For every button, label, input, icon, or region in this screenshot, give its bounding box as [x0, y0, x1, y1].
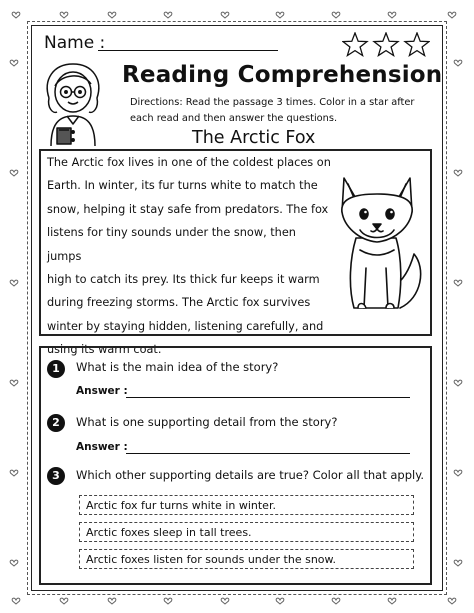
answer-label: Answer : — [76, 441, 128, 453]
answer-label: Answer : — [76, 385, 128, 397]
name-label: Name : — [44, 33, 106, 53]
question-number: 3 — [47, 467, 65, 485]
passage-line: snow, helping it stay safe from predators. The fox — [47, 202, 329, 216]
passage-line: using its warm coat. — [47, 343, 162, 357]
star-icon — [343, 33, 367, 56]
passage-line: high to catch its prey. Its thick fur keeps it warm — [47, 273, 320, 287]
teacher-illustration — [37, 58, 117, 148]
answer-1-field[interactable] — [126, 397, 410, 398]
star-icon — [374, 33, 398, 56]
page-title: Reading Comprehension — [122, 62, 443, 88]
answer-2-field[interactable] — [126, 453, 410, 454]
read-stars[interactable] — [342, 32, 430, 58]
passage-line: listens for tiny sounds under the snow, then jumps — [47, 226, 296, 263]
passage-line: Earth. In winter, its fur turns white to match the — [47, 179, 318, 193]
arctic-fox-illustration — [330, 168, 426, 318]
name-field[interactable] — [98, 50, 278, 51]
question-3-text: Which other supporting details are true? Color all that apply. — [76, 468, 425, 482]
question-number: 2 — [47, 414, 65, 432]
story-title: The Arctic Fox — [192, 128, 316, 148]
question-1-text: What is the main idea of the story? — [76, 360, 279, 374]
passage-line: winter by staying hidden, listening carefully, and — [47, 319, 324, 333]
directions-text: Directions: Read the passage 3 times. Color in a star after each read and then answer the questions. — [130, 97, 415, 124]
passage-text — [47, 151, 332, 362]
question-2-text: What is one supporting detail from the story? — [76, 415, 338, 429]
passage-line: The Arctic fox lives in one of the coldest places on — [47, 156, 331, 169]
question-number: 1 — [47, 360, 65, 378]
passage-line: during freezing storms. The Arctic fox survives — [47, 296, 311, 310]
option-box[interactable]: Arctic foxes listen for sounds under the snow. — [79, 549, 414, 569]
star-icon — [405, 33, 429, 56]
option-box[interactable]: Arctic fox fur turns white in winter. — [79, 495, 414, 515]
option-box[interactable]: Arctic foxes sleep in tall trees. — [79, 522, 414, 542]
